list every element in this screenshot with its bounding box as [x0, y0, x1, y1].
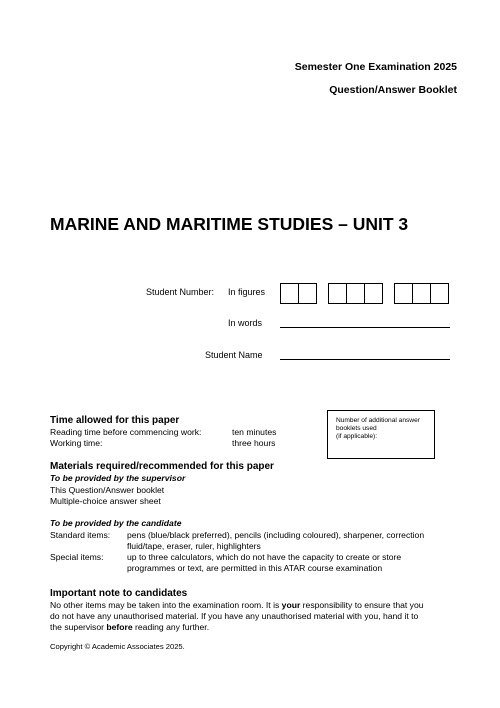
- special-items-text: programmes or text, are permitted in this ATAR course examination: [127, 563, 383, 573]
- additional-booklets-box[interactable]: [327, 410, 435, 459]
- student-name-label: Student Name: [205, 350, 263, 360]
- time-heading: Time allowed for this paper: [50, 415, 180, 426]
- exam-title: Semester One Examination 2025: [294, 61, 457, 73]
- note-emphasis: your: [281, 600, 301, 610]
- note-emphasis: before: [106, 622, 133, 632]
- number-box-group-3: [394, 283, 449, 304]
- in-words-label: In words: [228, 318, 263, 328]
- student-name-line[interactable]: [280, 359, 450, 360]
- working-time-value: three hours: [232, 438, 276, 448]
- in-words-line[interactable]: [280, 327, 450, 328]
- supervisor-heading: To be provided by the supervisor: [50, 473, 186, 483]
- number-box[interactable]: [394, 283, 413, 304]
- number-box[interactable]: [412, 283, 431, 304]
- note-line: do not have any unauthorised material. If you have any unauthorised material with you, hand it to: [50, 611, 419, 621]
- note-line: [50, 600, 424, 611]
- special-items-label: Special items:: [50, 552, 104, 562]
- number-box[interactable]: [346, 283, 365, 304]
- note-text: responsibility to ensure that you: [300, 600, 424, 610]
- standard-items-label: Standard items:: [50, 530, 111, 540]
- note-text: No other items may be taken into the examination room. It is: [50, 600, 282, 610]
- reading-time-value: ten minutes: [232, 427, 277, 437]
- number-box[interactable]: [298, 283, 317, 304]
- note-text: the supervisor: [50, 622, 107, 632]
- copyright: Copyright © Academic Associates 2025.: [50, 642, 185, 651]
- candidate-heading: To be provided by the candidate: [50, 518, 182, 528]
- reading-time-label: Reading time before commencing work:: [50, 427, 202, 437]
- student-number-boxes: [280, 283, 449, 304]
- number-box[interactable]: [364, 283, 383, 304]
- note-heading: Important note to candidates: [50, 588, 188, 599]
- booklets-box-line: Number of additional answer: [336, 417, 420, 424]
- note-text: reading any further.: [132, 622, 210, 632]
- number-box[interactable]: [328, 283, 347, 304]
- number-box[interactable]: [280, 283, 299, 304]
- booklets-box-line: (if applicable):: [336, 433, 378, 440]
- standard-items-text: pens (blue/black preferred), pencils (including coloured), sharpener, correction: [127, 530, 425, 540]
- note-line: [50, 622, 209, 633]
- special-items-text: up to three calculators, which do not have the capacity to create or store: [127, 552, 402, 562]
- working-time-label: Working time:: [50, 438, 103, 448]
- number-box[interactable]: [430, 283, 449, 304]
- number-box-group-1: [280, 283, 317, 304]
- booklet-title: Question/Answer Booklet: [329, 84, 457, 96]
- supervisor-item: Multiple-choice answer sheet: [50, 496, 161, 506]
- in-figures-label: In figures: [228, 287, 266, 297]
- supervisor-item: This Question/Answer booklet: [50, 485, 165, 495]
- page-title: MARINE AND MARITIME STUDIES – UNIT 3: [50, 214, 409, 234]
- number-box-group-2: [328, 283, 383, 304]
- booklets-box-line: booklets used: [336, 425, 377, 432]
- materials-heading: Materials required/recommended for this paper: [50, 461, 274, 472]
- standard-items-text: fluid/tape, eraser, ruler, highlighters: [127, 541, 261, 551]
- student-number-label: Student Number:: [146, 287, 215, 297]
